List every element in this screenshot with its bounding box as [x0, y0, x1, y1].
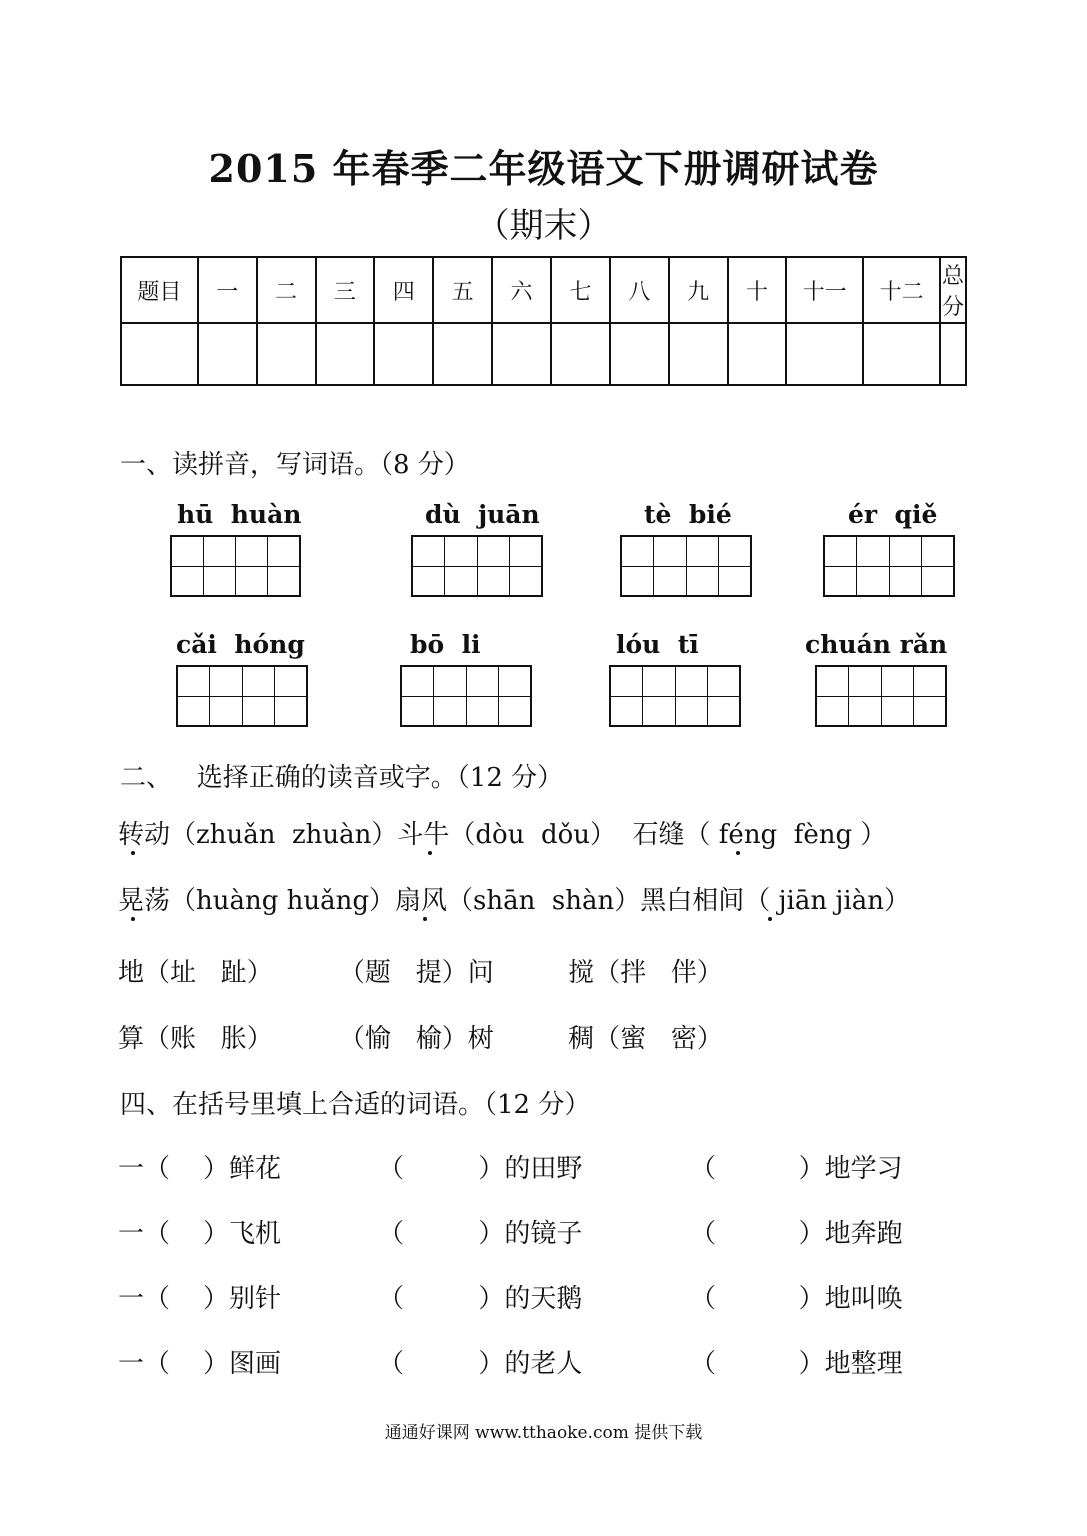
score-entry-cell[interactable] [940, 323, 966, 385]
score-entry-cell[interactable] [121, 323, 198, 385]
score-header-cell: 十 [728, 257, 787, 323]
score-entry-cell[interactable] [786, 323, 863, 385]
writing-grid[interactable] [400, 665, 532, 727]
score-header-cell: 十一 [786, 257, 863, 323]
question-line: 算（账 胀） （愉 榆）树 稠（蜜 密） [118, 1024, 723, 1054]
writing-grid[interactable] [170, 535, 301, 597]
score-entry-cell[interactable] [257, 323, 316, 385]
fill-blank-item: （ ）的田野 [378, 1154, 583, 1184]
emphasis-dot [736, 851, 740, 855]
score-entry-cell[interactable] [492, 323, 551, 385]
score-entry-cell[interactable] [610, 323, 669, 385]
emphasis-dot [131, 851, 135, 855]
pinyin-label: cǎi hóng [176, 630, 305, 659]
pinyin-label: ér qiě [848, 500, 938, 529]
fill-blank-item: 一（ ）别针 [118, 1284, 282, 1314]
score-header-cell: 三 [316, 257, 375, 323]
score-entry-cell[interactable] [316, 323, 375, 385]
writing-grid[interactable] [176, 665, 308, 727]
emphasis-dot [768, 917, 772, 921]
emphasis-dot [428, 851, 432, 855]
score-entry-cell[interactable] [863, 323, 940, 385]
fill-blank-item: （ ）的老人 [378, 1349, 583, 1379]
pinyin-label: chuán rǎn [805, 630, 948, 659]
pinyin-label: tè bié [644, 500, 732, 529]
page-footer: 通通好课网 www.tthaoke.com 提供下载 [384, 1423, 703, 1443]
writing-grid[interactable] [815, 665, 947, 727]
fill-blank-item: （ ）地叫唤 [690, 1284, 903, 1314]
score-header-cell: 七 [551, 257, 610, 323]
score-entry-cell[interactable] [433, 323, 492, 385]
score-table-entry-row [121, 323, 966, 385]
score-header-cell: 题目 [121, 257, 198, 323]
score-entry-cell[interactable] [551, 323, 610, 385]
score-header-cell: 九 [669, 257, 728, 323]
page-title: 2015 年春季二年级语文下册调研试卷 [208, 146, 879, 191]
writing-grid[interactable] [609, 665, 741, 727]
score-header-cell: 总分 [940, 257, 966, 323]
pinyin-label: dù juān [425, 500, 540, 529]
writing-grid[interactable] [620, 535, 752, 597]
section-1-heading: 一、读拼音，写词语。（8 分） [120, 450, 470, 480]
score-header-cell: 六 [492, 257, 551, 323]
score-header-cell: 一 [198, 257, 257, 323]
score-entry-cell[interactable] [728, 323, 787, 385]
emphasis-dot [423, 917, 427, 921]
score-table [120, 256, 967, 386]
score-header-cell: 二 [257, 257, 316, 323]
section-4-heading: 四、在括号里填上合适的词语。（12 分） [120, 1090, 591, 1120]
score-entry-cell[interactable] [198, 323, 257, 385]
fill-blank-item: （ ）地学习 [690, 1154, 903, 1184]
score-entry-cell[interactable] [374, 323, 433, 385]
score-table-header-row [121, 257, 966, 323]
section-2-heading: 二、 选择正确的读音或字。（12 分） [120, 763, 564, 793]
score-header-cell: 八 [610, 257, 669, 323]
fill-blank-item: 一（ ）飞机 [118, 1219, 282, 1249]
fill-blank-item: 一（ ）图画 [118, 1349, 282, 1379]
pinyin-label: hū huàn [177, 500, 302, 529]
score-header-cell: 十二 [863, 257, 940, 323]
pinyin-label: bō li [410, 630, 481, 659]
fill-blank-item: 一（ ）鲜花 [118, 1154, 282, 1184]
writing-grid[interactable] [411, 535, 543, 597]
page-subtitle: （期末） [475, 206, 612, 246]
writing-grid[interactable] [823, 535, 955, 597]
question-line: 晃荡（huàng huǎng）扇风（shān shàn）黑白相间（ jiān jiàn） [118, 886, 910, 916]
emphasis-dot [131, 917, 135, 921]
score-entry-cell[interactable] [669, 323, 728, 385]
pinyin-label: lóu tī [616, 630, 699, 659]
score-header-cell: 四 [374, 257, 433, 323]
question-line: 地（址 趾） （题 提）问 搅（拌 伴） [118, 958, 723, 988]
fill-blank-item: （ ）的镜子 [378, 1219, 583, 1249]
fill-blank-item: （ ）地奔跑 [690, 1219, 903, 1249]
fill-blank-item: （ ）地整理 [690, 1349, 903, 1379]
score-header-cell: 五 [433, 257, 492, 323]
fill-blank-item: （ ）的天鹅 [378, 1284, 583, 1314]
question-line: 转动（zhuǎn zhuàn）斗牛（dòu dǒu） 石缝（ féng fèng ） [118, 820, 887, 850]
